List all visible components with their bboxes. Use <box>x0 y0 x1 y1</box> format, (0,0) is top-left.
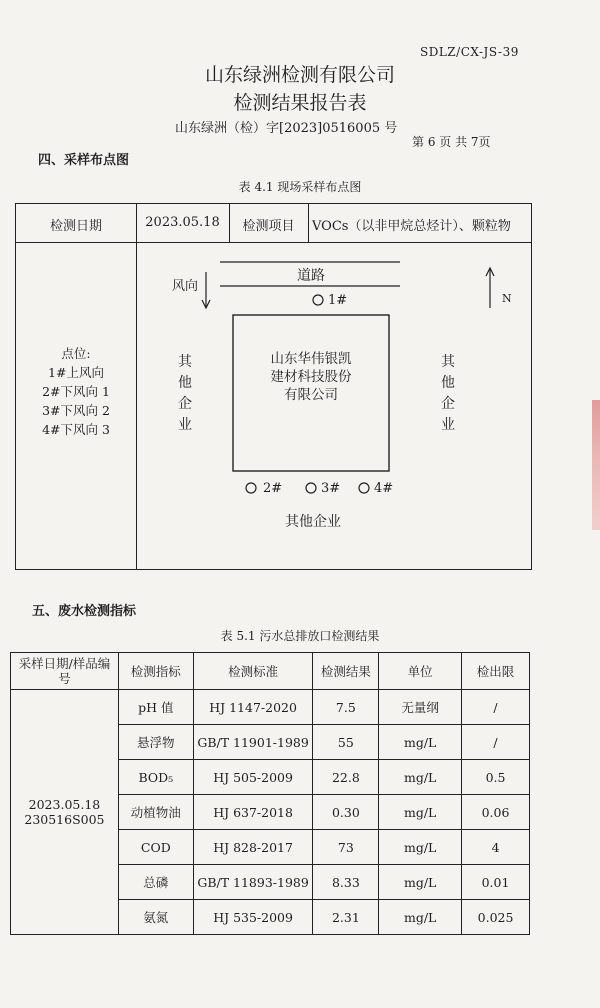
result-cell: 0.30 <box>313 795 379 830</box>
result-cell: 7.5 <box>313 690 379 725</box>
standard-cell: GB/T 11901-1989 <box>193 725 313 760</box>
section-5-heading: 五、废水检测指标 <box>32 604 137 619</box>
company-title: 山东绿洲检测有限公司 <box>204 64 395 86</box>
point-4-marker <box>359 483 369 493</box>
points-label: 点位: <box>61 346 91 361</box>
indicator-cell: BOD₅ <box>118 760 193 795</box>
north-label: N <box>502 292 512 305</box>
unit-cell: mg/L <box>379 865 462 900</box>
indicator-cell: pH 值 <box>118 690 193 725</box>
standard-cell: HJ 535-2009 <box>193 900 313 935</box>
company-name-line: 山东华伟银凯 <box>270 351 352 367</box>
wind-label: 风向 <box>172 279 199 294</box>
unit-cell: 无量纲 <box>379 690 462 725</box>
detection-item-label: 检测项目 <box>242 219 295 234</box>
result-cell: 22.8 <box>313 760 379 795</box>
unit-cell: mg/L <box>379 725 462 760</box>
indicator-cell: 氨氮 <box>118 900 193 935</box>
table-5-1-caption: 表 5.1 污水总排放口检测结果 <box>220 629 380 643</box>
indicator-cell: 动植物油 <box>118 795 193 830</box>
column-header: 检测结果 <box>313 653 379 690</box>
column-header: 检测指标 <box>118 653 193 690</box>
sample-id: 230516S005 <box>24 812 105 827</box>
right-other-company: 其他企业 <box>441 354 455 433</box>
company-name-line: 有限公司 <box>284 387 338 403</box>
result-cell: 73 <box>313 830 379 865</box>
section-4-heading: 四、采样布点图 <box>38 153 130 168</box>
point-2-label: 2# <box>263 481 283 496</box>
limit-cell: / <box>462 690 530 725</box>
detection-date-label: 检测日期 <box>49 219 102 234</box>
red-edge-stamp-mark <box>592 400 600 530</box>
point-item: 1#上风向 <box>48 365 104 380</box>
point-item: 3#下风向 2 <box>42 403 110 418</box>
table-4-1-caption: 表 4.1 现场采样布点图 <box>238 180 362 194</box>
point-1-marker <box>313 295 323 305</box>
table-header-row <box>11 653 530 690</box>
limit-cell: 0.5 <box>462 760 530 795</box>
point-1-label: 1# <box>328 293 348 308</box>
point-3-marker <box>306 483 316 493</box>
limit-cell: 0.01 <box>462 865 530 900</box>
detection-date-value: 2023.05.18 <box>145 215 220 230</box>
table-row <box>11 690 530 725</box>
limit-cell: / <box>462 725 530 760</box>
result-cell: 55 <box>313 725 379 760</box>
column-header: 检测标准 <box>193 653 313 690</box>
unit-cell: mg/L <box>379 760 462 795</box>
point-item: 4#下风向 3 <box>42 422 110 437</box>
company-name <box>233 350 389 404</box>
unit-cell: mg/L <box>379 795 462 830</box>
page-number: 第 6 页 共 7页 <box>412 135 491 149</box>
unit-cell: mg/L <box>379 830 462 865</box>
detection-item-value: VOCs（以非甲烷总烃计）、颗粒物 <box>312 219 511 234</box>
sample-date: 2023.05.18 <box>28 797 101 812</box>
wind-arrow-icon <box>202 272 210 308</box>
road-label: 道路 <box>297 268 325 284</box>
indicator-cell: COD <box>118 830 193 865</box>
standard-cell: HJ 505-2009 <box>193 760 313 795</box>
column-header: 单位 <box>379 653 462 690</box>
limit-cell: 0.06 <box>462 795 530 830</box>
result-cell: 2.31 <box>313 900 379 935</box>
result-cell: 8.33 <box>313 865 379 900</box>
standard-cell: HJ 828-2017 <box>193 830 313 865</box>
company-name-line: 建材科技股份 <box>270 369 352 385</box>
standard-cell: HJ 1147-2020 <box>193 690 313 725</box>
column-header: 检出限 <box>462 653 530 690</box>
point-2-marker <box>246 483 256 493</box>
indicator-cell: 悬浮物 <box>118 725 193 760</box>
document-code: SDLZ/CX-JS-39 <box>420 45 519 59</box>
unit-cell: mg/L <box>379 900 462 935</box>
left-other-company: 其他企业 <box>178 354 192 433</box>
indicator-cell: 总磷 <box>118 865 193 900</box>
point-3-label: 3# <box>321 481 341 496</box>
standard-cell: HJ 637-2018 <box>193 795 313 830</box>
point-4-label: 4# <box>374 481 394 496</box>
point-item: 2#下风向 1 <box>42 384 110 399</box>
report-number: 山东绿洲（检）字[2023]0516005 号 <box>175 121 398 136</box>
limit-cell: 0.025 <box>462 900 530 935</box>
standard-cell: GB/T 11893-1989 <box>193 865 313 900</box>
sample-info-cell <box>11 690 119 935</box>
report-title: 检测结果报告表 <box>233 92 367 114</box>
column-header: 采样日期/样品编号 <box>11 653 119 690</box>
wastewater-results-table <box>10 652 530 935</box>
north-arrow-icon <box>486 268 494 308</box>
bottom-other-company: 其他企业 <box>285 514 341 530</box>
limit-cell: 4 <box>462 830 530 865</box>
